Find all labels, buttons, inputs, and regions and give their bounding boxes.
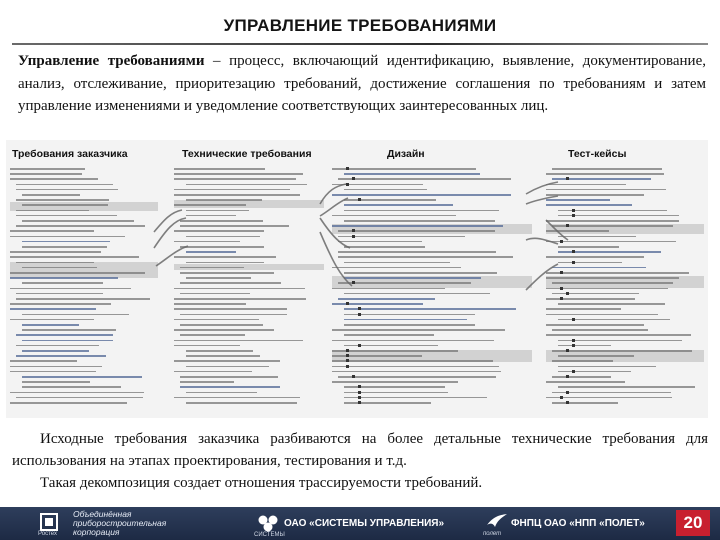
summary-line-2: Такая декомпозиция создает отношения трассируемости требований. (40, 475, 483, 491)
org-name (73, 510, 183, 537)
intro-paragraph (18, 50, 706, 118)
summary-text (12, 428, 708, 494)
systems-logo-icon (257, 513, 279, 533)
org-name-line-2: приборостроительная (73, 518, 167, 528)
intro-definition: – процесс, включающий идентификацию, выявление, документирование, анализ, отслеживание, приоритезацию требований, достижение соглашения по требованиям и затем управление изменениями и уведомление соответствующих заинтересованных лиц. (18, 53, 706, 114)
traceability-links (6, 140, 708, 418)
rostec-label: Ростех (38, 531, 57, 537)
org-name-line-1: Объединённая (73, 509, 132, 519)
column-title-test-cases: Тест-кейсы (568, 148, 627, 160)
footer-bar (0, 507, 720, 540)
polet-logo-icon (485, 511, 509, 533)
page-number: 20 (676, 510, 710, 536)
column-title-customer-requirements: Требования заказчика (12, 148, 128, 160)
systems-logo-label: СИСТЕМЫ (254, 532, 285, 538)
slide-title: УПРАВЛЕНИЕ ТРЕБОВАНИЯМИ (223, 16, 497, 35)
column-title-design: Дизайн (387, 148, 425, 160)
summary-line-1: Исходные требования заказчика разбиваются на более детальные технические требования для использования на этапах проектирования, тестирования и т.д. (12, 431, 708, 469)
company-polet-name: ФНПЦ ОАО «НПП «ПОЛЕТ» (511, 518, 645, 529)
intro-term: Управление требованиями (18, 53, 205, 69)
company-systems-name: ОАО «СИСТЕМЫ УПРАВЛЕНИЯ» (284, 518, 445, 529)
org-name-line-3: корпорация (73, 527, 120, 537)
column-title-technical-requirements: Технические требования (182, 148, 312, 160)
title-divider (12, 43, 708, 45)
opk-logo-icon (40, 513, 58, 531)
traceability-figure (6, 140, 708, 418)
polet-logo-label: полет (483, 531, 502, 537)
